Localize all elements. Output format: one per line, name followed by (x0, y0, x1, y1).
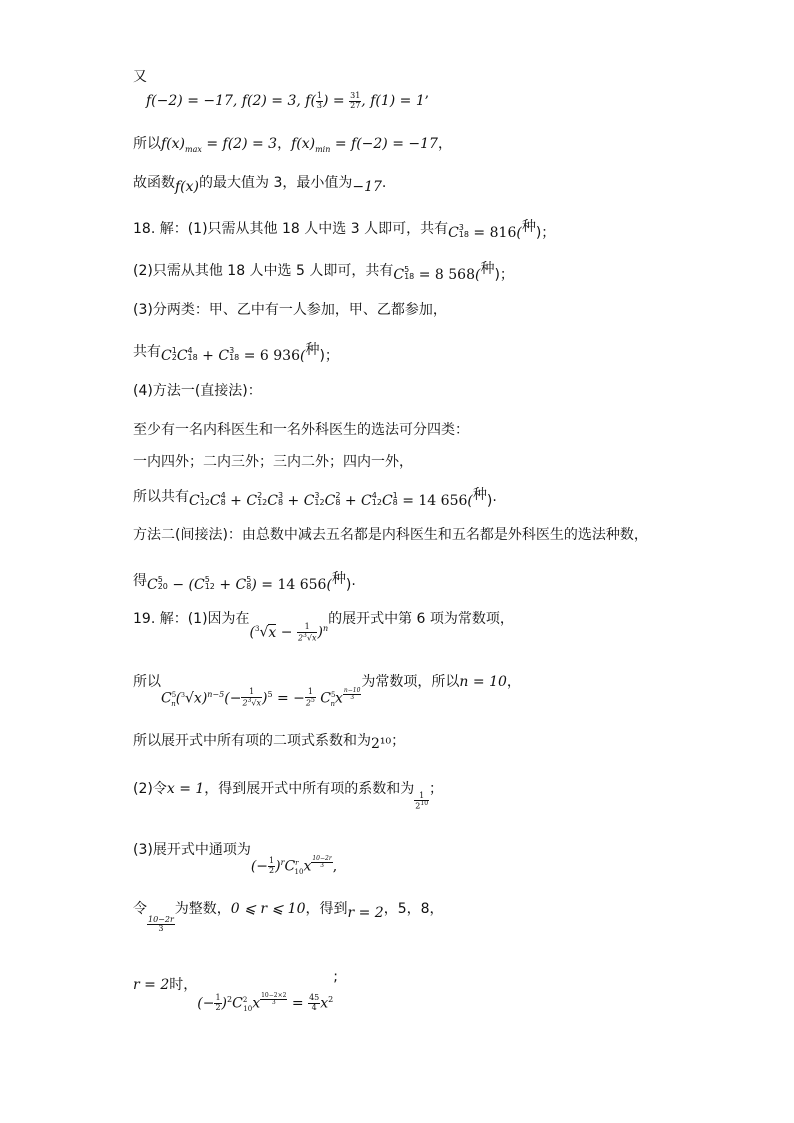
line-14: 19. 解：(1)因为在($^3$√x − $\frac{1}{2^3√x}$ )$^n$的展开式中第 6 项为常数项， (133, 611, 514, 643)
line2-prefix: 所以 (133, 136, 161, 152)
line-9: 至少有一名内科医生和一名外科医生的选法可分四类： (133, 422, 469, 438)
line-12: 方法二(间接法)：由总数中减去五名都是内科医生和五名都是外科医生的选法种数， (133, 527, 648, 543)
line-7: 共有C 1 2 C 4 18 + C 3 18 = 6 936(种)； (133, 342, 339, 364)
line-5: (2)只需从其他 18 人中选 5 人即可，共有C 5 18 = 8 568(种)； (133, 261, 514, 283)
line-19: 令 $\frac{10-2r}{3}$ 为整数，0 ⩽ r ⩽ 10，得到r = 2，5，8， (133, 901, 444, 933)
line-15: 所以$C^5_n(^3√x)^{n-5}(-$ $\frac{1}{2^3√x}$ )$^5$ = − $\frac{1}{2^5}$ $C^5_nx$ $^{\frac{n-10}{3}}$ 为常数项，所以n = 10， (133, 674, 521, 708)
line-20: r = 2时，(− $\frac{1}{2}$ )$^2C^2_{10}x$ $^{\frac{10-2\times 2}{3}}$ = $\frac{45}{4}$ $x^2$; (133, 969, 338, 1013)
line-18: (3)展开式中通项为(− $\frac{1}{2}$ )$^rC^r_{10}x$ $^{\frac{10-2r}{3}}$ , (133, 842, 338, 876)
line-6: (3)分两类：甲、乙中有一人参加，甲、乙都参加， (133, 302, 447, 318)
line-17: (2)令x = 1，得到展开式中所有项的系数和为 $\frac{1}{2^{10}}$ ； (133, 781, 444, 811)
line-10: 一内四外；二内三外；三内二外；四内一外， (133, 454, 413, 470)
line-2: 所以$f(x)_{max} = f(2) = 3$，$f(x)_{min} = f(-2) = -17$， (133, 136, 452, 154)
line1-prefix: 又 (133, 69, 147, 85)
line-16: 所以展开式中所有项的二项式系数和为2¹⁰； (133, 733, 406, 752)
line-11: 所以共有C 1 12 C 4 8 + C 2 12 C 3 8 + C 3 12 C 2 8 + C 4 12 C 1 8 = 14 656(种)· (133, 487, 497, 509)
line-4: 18. 解：(1)只需从其他 18 人中选 3 人即可，共有C 3 18 = 816(种)； (133, 219, 556, 241)
line-1 (133, 70, 147, 84)
line-13: 得C 5 20 − (C 5 12 + C 5 8 ) = 14 656(种)· (133, 571, 356, 593)
line-8: (4)方法一(直接法)： (133, 383, 262, 399)
line-1-math: f(−2) = −17, f(2) = 3, f( $\frac{1}{3}$ ) = $\frac{31}{27}$ , f(1) = 1, (146, 85, 430, 110)
line-3: 故函数f(x)的最大值为 3，最小值为−17. (133, 175, 387, 195)
